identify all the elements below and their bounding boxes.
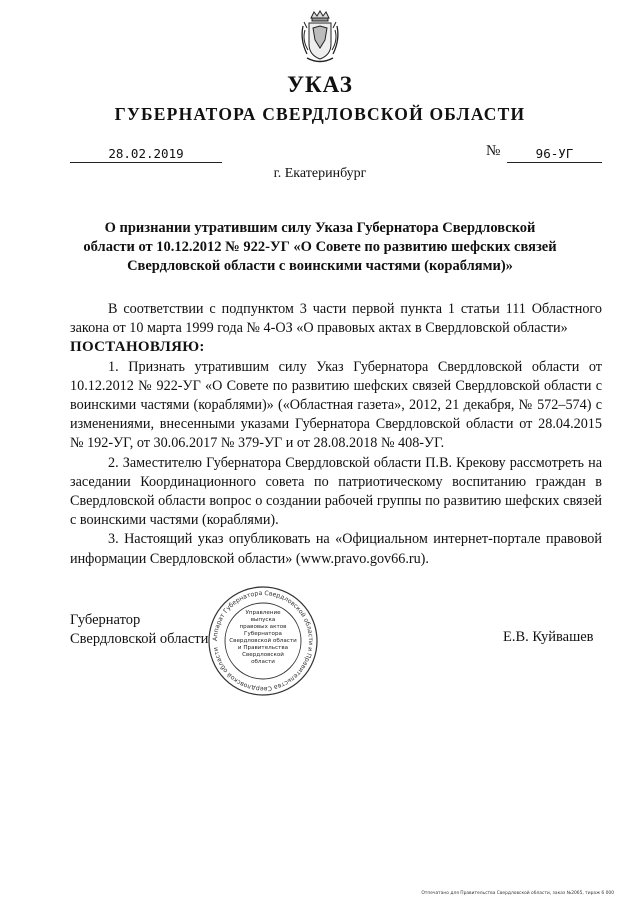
signatory-name: Е.В. Куйвашев xyxy=(503,629,594,645)
stamp-line: выпуска xyxy=(250,617,276,623)
decree-body xyxy=(70,300,602,569)
decree-heading: О признании утратившим силу Указа Губернатора Свердловской области от 10.12.2012 № 922-УГ «О Совете по развитию шефских связей Свердловской области с воинскими частями (кораблями)» xyxy=(83,220,557,274)
item-1: 1. Признать утратившим силу Указ Губернатора Свердловской области от 10.12.2012 № 922-УГ «О Совете по развитию шефских связей Свердловской области с воинскими частями (кораблями)» («Областная газета», 2012, 21 декабря, № 572–574) с изменениями, внесенными указами Губернатора Свердловской области от 28.04.2015 № 192-УГ, от 30.06.2017 № 379-УГ и от 28.08.2018 № 408-УГ. xyxy=(70,358,602,452)
document-subtitle: ГУБЕРНАТОРА СВЕРДЛОВСКОЙ ОБЛАСТИ xyxy=(114,104,526,124)
city-line: г. Екатеринбург xyxy=(273,166,367,181)
coat-of-arms-emblem xyxy=(299,10,341,66)
item-3: 3. Настоящий указ опубликовать на «Официальном интернет-портале правовой информации Свердловской области» (www.pravo.gov66.ru). xyxy=(70,531,602,567)
stamp-line: и Правительства xyxy=(237,645,289,651)
stamp-line: области xyxy=(251,659,275,665)
item-2: 2. Заместителю Губернатора Свердловской области П.В. Крекову рассмотреть на заседании Координационного совета по патриотическому воспитанию граждан в Свердловской области вопрос о создании рабочей группы по развитию шефских связей с воинскими частями (кораблями). xyxy=(70,454,602,529)
stamp-line: Свердловской области xyxy=(229,638,297,644)
stamp-line: Управление xyxy=(245,610,281,616)
decree-date: 28.02.2019 xyxy=(70,146,222,163)
position-line-2: Свердловской области xyxy=(70,631,209,647)
stamp-ring-text: Аппарат Губернатора Свердловской области и Правительства Свердловской области xyxy=(211,589,315,693)
number-label: № xyxy=(486,143,501,159)
document-title: УКАЗ xyxy=(287,72,353,97)
position-line-1: Губернатор xyxy=(70,612,141,628)
stamp-line: Свердловской xyxy=(242,652,284,658)
intro-paragraph: В соответствии с подпунктом 3 части первой пункта 1 статьи 111 Областного закона от 10 марта 1999 года № 4-ОЗ «О правовых актах в Свердловской области» xyxy=(70,301,602,337)
print-footer: Отпечатано для Правительства Свердловской области, заказ №2065, тираж 6 000 xyxy=(421,891,614,896)
decree-word: ПОСТАНОВЛЯЮ: xyxy=(70,339,205,356)
decree-number: 96-УГ xyxy=(507,146,602,163)
stamp-line: правовых актов xyxy=(239,624,287,630)
stamp-line: Губернатора xyxy=(244,631,282,637)
signatory-position xyxy=(70,611,208,649)
official-stamp xyxy=(207,585,319,697)
